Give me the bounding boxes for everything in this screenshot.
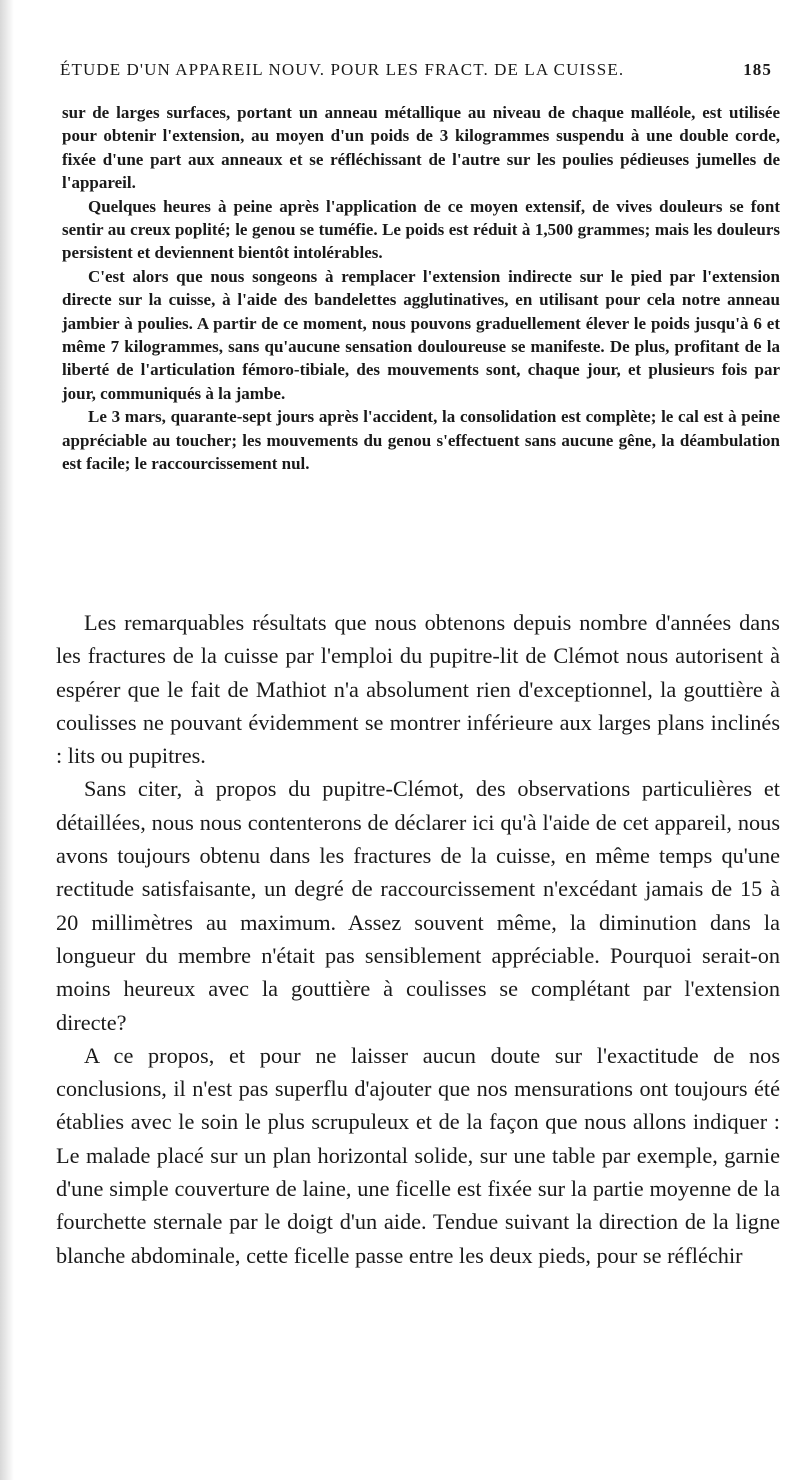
- case-observation-text: [62, 101, 780, 476]
- main-body-text: [56, 606, 780, 1272]
- paragraph: C'est alors que nous songeons à remplacer l'extension indirecte sur le pied par l'extension directe sur la cuisse, à l'aide des bandelettes agglutinatives, en utilisant pour cela notre anneau jambier à poulies. A partir de ce moment, nous pouvons graduellement élever le poids jusqu'à 6 et même 7 kilogrammes, sans qu'aucune sensation douloureuse se manifeste. De plus, profitant de la liberté de l'articulation fémoro-tibiale, des mouvements sont, chaque jour, et plusieurs fois par jour, communiqués à la jambe.: [62, 266, 780, 403]
- paragraph: A ce propos, et pour ne laisser aucun doute sur l'exactitude de nos conclusions, il n'est pas superflu d'ajouter que nos mensurations ont toujours été établies avec le soin le plus scrupuleux et de la façon que nous allons indiquer : Le malade placé sur un plan horizontal solide, sur une table par exemple, garnie d'une simple couverture de laine, une ficelle est fixée sur la partie moyenne de la fourchette sternale par le doigt d'un aide. Tendue suivant la direction de la ligne blanche abdominale, cette ficelle passe entre les deux pieds, pour se réfléchir: [56, 1042, 780, 1268]
- paragraph: Le 3 mars, quarante-sept jours après l'accident, la consolidation est complète; le cal est à peine appréciable au toucher; les mouvements du genou s'effectuent sans aucune gêne, la déambulation est facile; le raccourcissement nul.: [62, 407, 780, 474]
- page-number: 185: [743, 60, 772, 79]
- paragraph: Les remarquables résultats que nous obtenons depuis nombre d'années dans les fractures de la cuisse par l'emploi du pupitre-lit de Clémot nous autorisent à espérer que le fait de Mathiot n'a absolument rien d'exceptionnel, la gouttière à coulisses ne pouvant évidemment se montrer inférieure aux larges plans inclinés : lits ou pupitres.: [56, 610, 780, 769]
- running-title: ÉTUDE D'UN APPAREIL NOUV. POUR LES FRACT. DE LA CUISSE.: [60, 60, 625, 79]
- paragraph: sur de larges surfaces, portant un anneau métallique au niveau de chaque malléole, est utilisée pour obtenir l'extension, au moyen d'un poids de 3 kilogrammes suspendu à une double corde, fixée d'une part aux anneaux et se réfléchissant de l'autre sur les poulies pédieuses jumelles de l'appareil.: [62, 103, 780, 193]
- paragraph: Quelques heures à peine après l'application de ce moyen extensif, de vives douleurs se font sentir au creux poplité; le genou se tuméfie. Le poids est réduit à 1,500 grammes; mais les douleurs persistent et deviennent bientôt intolérables.: [62, 196, 780, 263]
- paragraph: Sans citer, à propos du pupitre-Clémot, des observations particulières et détaillées, nous nous contenterons de déclarer ici qu'à l'aide de cet appareil, nous avons toujours obtenu dans les fractures de la cuisse, en même temps qu'une rectitude satisfaisante, un degré de raccourcissement n'excédant jamais de 15 à 20 millimètres au maximum. Assez souvent même, la diminution dans la longueur du membre n'était pas sensiblement appréciable. Pourquoi serait-on moins heureux avec la gouttière à coulisses se complétant par l'extension directe?: [56, 776, 780, 1035]
